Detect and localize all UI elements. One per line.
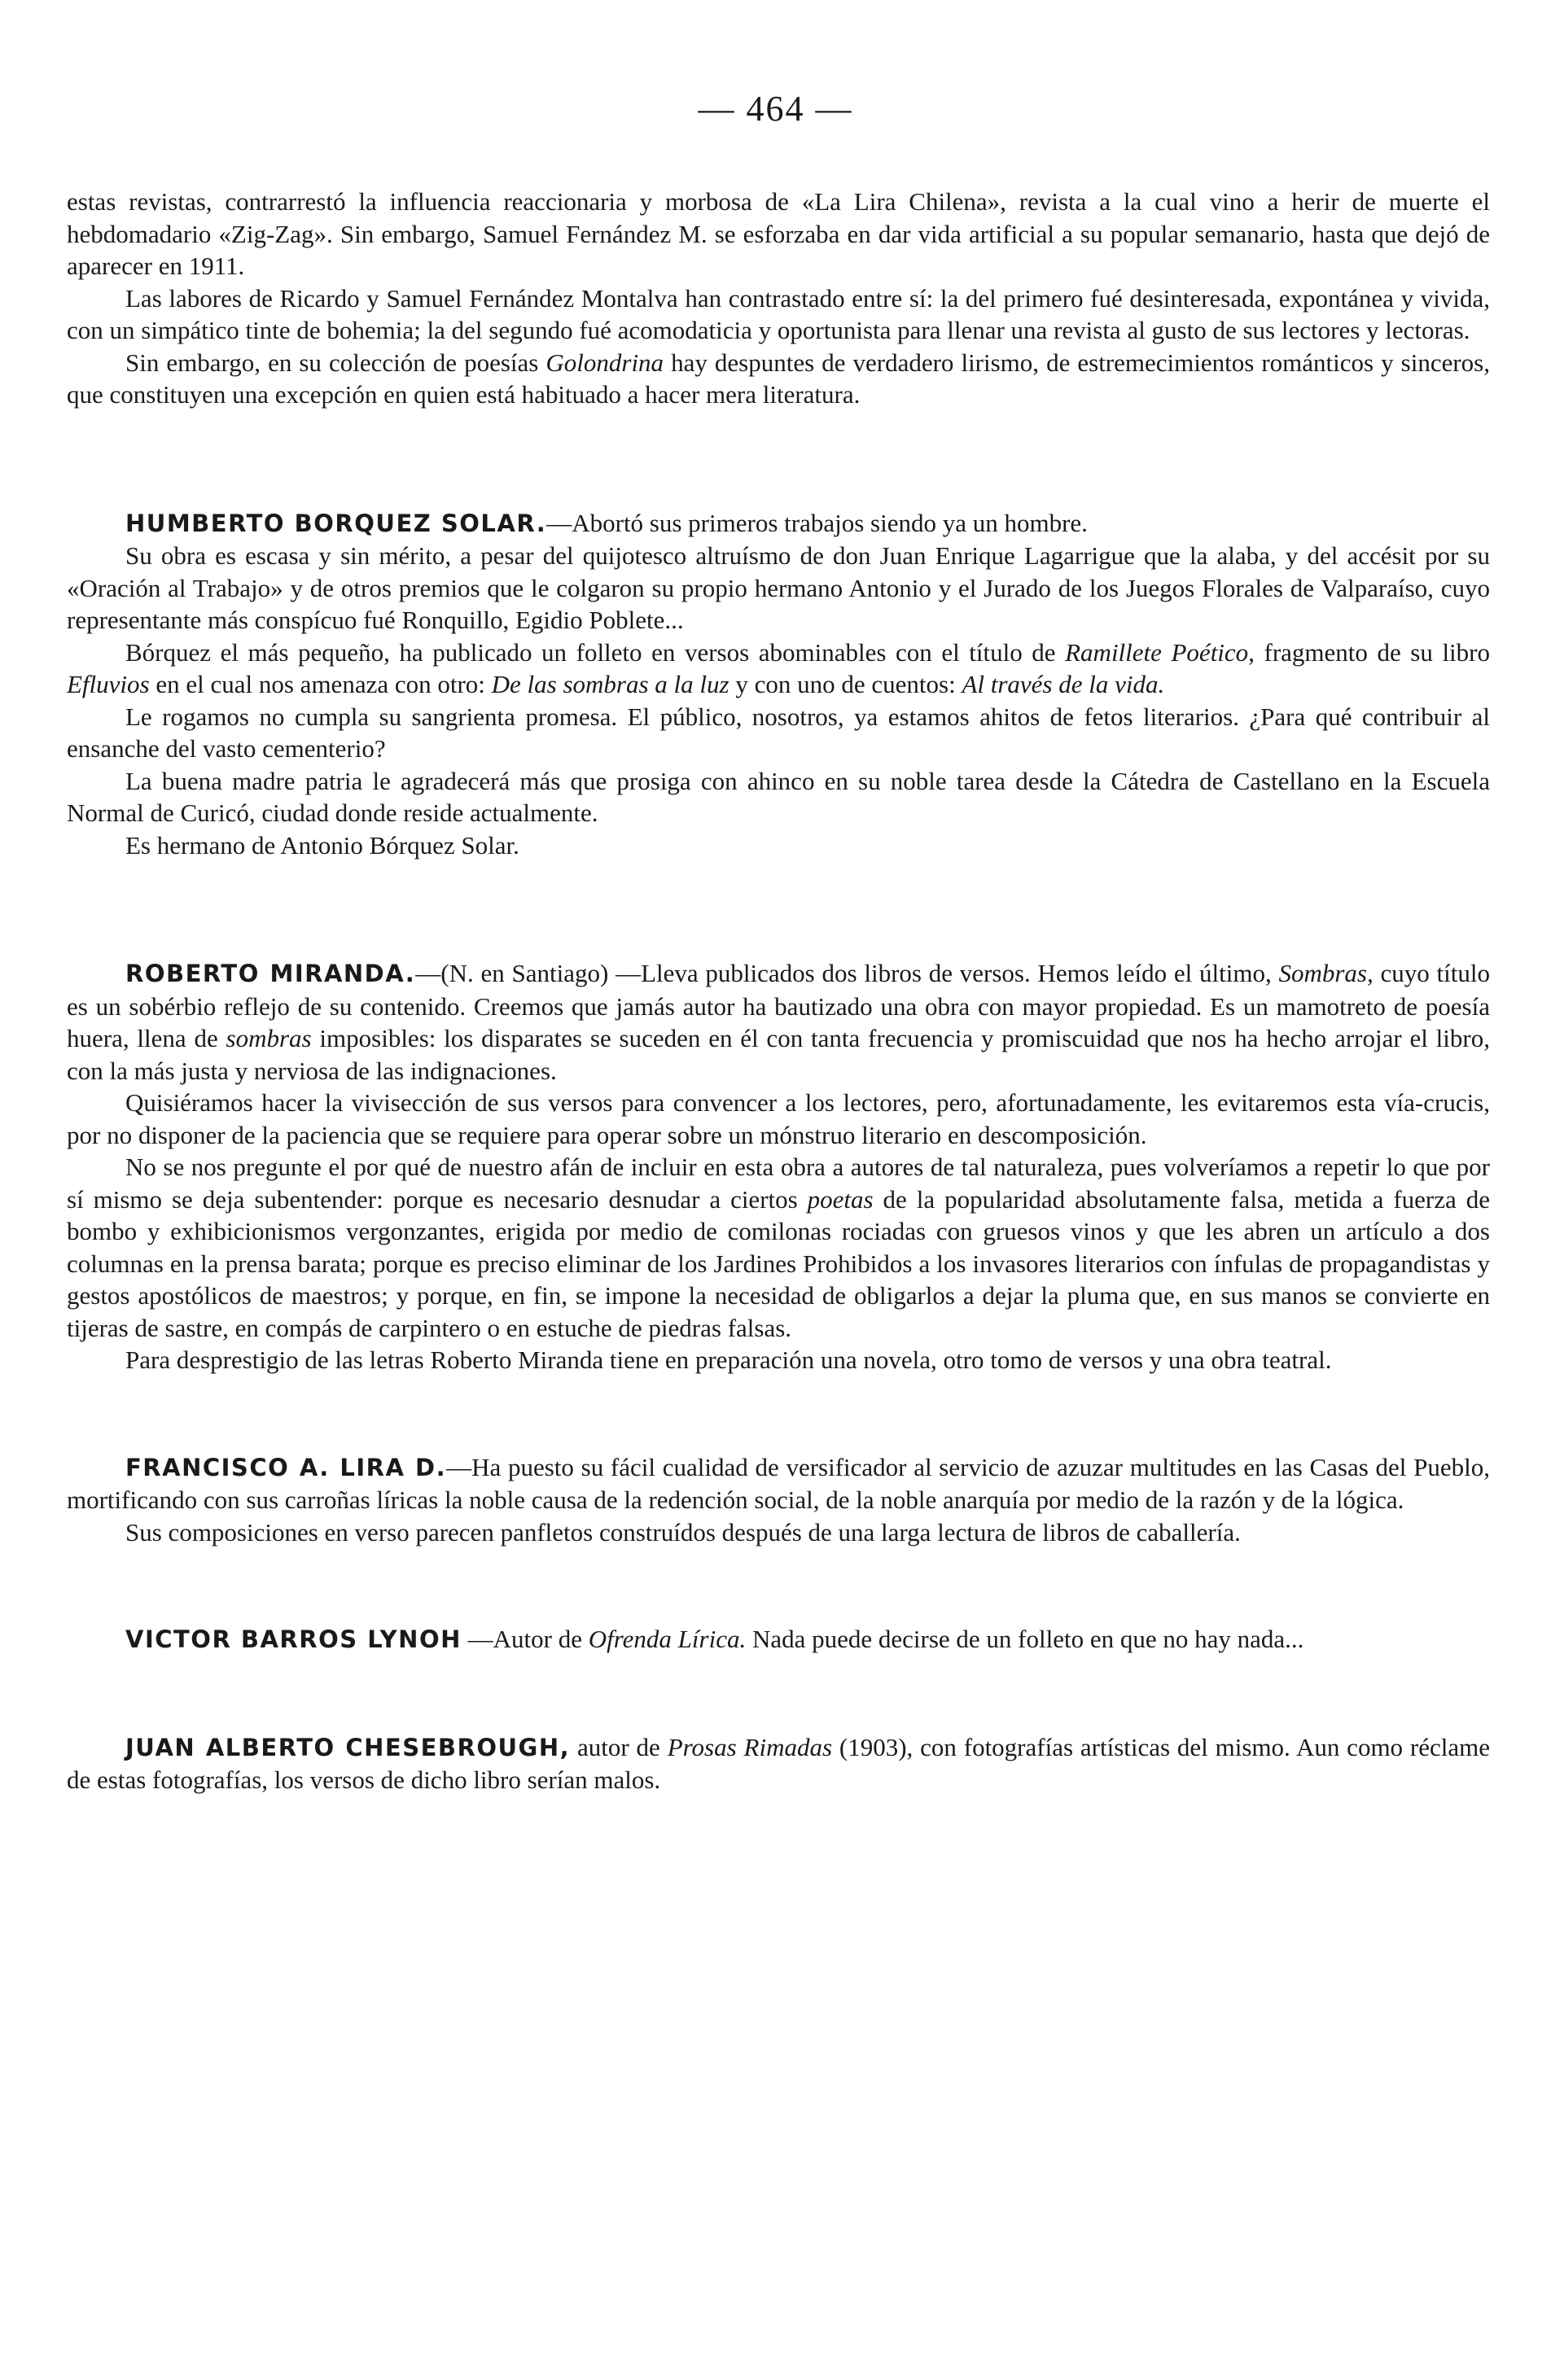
text-run: en el cual nos amenaza con otro: (149, 670, 492, 698)
entry-barros (67, 1623, 1490, 1656)
entry-lead-paragraph (67, 1451, 1490, 1516)
emphasis: poetas (807, 1184, 874, 1214)
text-run: —Ha puesto su fácil cualidad de versificador al servicio de azuzar multitudes en las Casas del Pueblo, mortificando con sus carroñas líricas la noble causa de la redención social, de la noble anarquía por medio de la razón y de la lógica. (67, 1452, 1491, 1514)
book-title: De las sombras a la luz (491, 670, 729, 698)
entry-paragraph (67, 1151, 1490, 1344)
entry-miranda (67, 957, 1490, 1376)
entry-paragraph: Su obra es escasa y sin mérito, a pesar del quijotesco altruísmo de don Juan Enrique Lagarrigue que la alaba, y del accésit por su «Oración al Trabajo» y de otros premios que le colgaron su propio hermano Antonio y el Jurado de los Juegos Florales de Valparaíso, cuyo representante más conspícuo fué Ronquillo, Egidio Poblete... (67, 541, 1490, 634)
text-run: (1903), con fotografías artísticas del mismo. Aun como réclame de estas fotografías, los versos de dicho libro serían malos. (67, 1732, 1490, 1794)
entry-paragraph: La buena madre patria le agradecerá más que prosiga con ahinco en su noble tarea desde la Cátedra de Castellano en la Escuela Normal de Curicó, ciudad donde reside actualmente. (67, 766, 1490, 827)
book-title: Golondrina (545, 348, 664, 377)
text-run: No se nos pregunte el por qué de nuestro afán de incluir en esta obra a autores de tal naturaleza, pues volveríamos a repetir lo que por sí mismo se deja subentender: porque es necesario desnudar a ciertos (67, 1153, 1490, 1214)
text-run: y con uno de cuentos: (729, 670, 962, 698)
book-title: Sombras, (1278, 959, 1374, 987)
author-name: HUMBERTO BORQUEZ SOLAR. (125, 509, 547, 537)
text-run: Sin embargo, en su colección de poesías (125, 348, 546, 377)
book-title: Prosas Rimadas (667, 1732, 833, 1761)
intro-section (67, 186, 1490, 411)
text-run: de la popularidad absolutamente falsa, metida a fuerza de bombo y exhibicionismos vergonzantes, erigida por medio de comilonas rociadas con gruesos vinos y que les abren un artículo a dos columnas en la prensa barata; porque es preciso eliminar de los Jardines Prohibidos a los invasores literarios con ínfulas de propagandistas y gestos apostólicos de maestros; y porque, en fin, se impone la necesidad de obligarlos a dejar la pluma que, en sus manos se convierte en tijeras de sastre, en compás de carpintero o en estuche de piedras falsas. (67, 1184, 1490, 1342)
entry-paragraph: Le rogamos no cumpla su sangrienta promesa. El público, nosotros, ya estamos ahitos de fetos literarios. ¿Para qué contribuir al ensanche del vasto cementerio? (67, 702, 1490, 763)
text-run: imposibles: los disparates se suceden en él con tanta frecuencia y promiscuidad que nos ha hecho arrojar el libro, con la más justa y nerviosa de las indignaciones. (67, 1024, 1490, 1085)
text-run: —(N. en Santiago) —Lleva publicados dos libros de versos. Hemos leído el último, (415, 959, 1279, 987)
entry-paragraph: Es hermano de Antonio Bórquez Solar. (125, 830, 519, 860)
author-name: ROBERTO MIRANDA. (125, 960, 416, 987)
book-title: Efluvios (67, 670, 150, 698)
entry-paragraph (67, 637, 1490, 701)
intro-paragraph-1: estas revistas, contrarrestó la influencia reaccionaria y morbosa de «La Lira Chilena», revista a la cual vino a herir de muerte el hebdomadario «Zig-Zag». Sin embargo, Samuel Fernández M. se esforzaba en dar vida artificial a su popular semanario, hasta que dejó de aparecer en 1911. (67, 187, 1490, 280)
intro-paragraph-2: Las labores de Ricardo y Samuel Fernández Montalva han contrastado entre sí: la del primero fué desinteresada, expontánea y vivida, con un simpático tinte de bohemia; la del segundo fué acomodaticia y oportunista para llenar una revista al gusto de sus lectores y lectoras. (67, 283, 1490, 344)
entry-lead-paragraph (67, 957, 1490, 1087)
book-title: Al través de la vida. (962, 670, 1165, 698)
book-title: Ramillete Poético, (1065, 637, 1255, 667)
entry-lira (67, 1451, 1490, 1549)
text-run: cuyo título es un sobérbio reflejo de su contenido. Creemos que jamás autor ha bautizado una obra con mayor propiedad. Es un mamotreto de poesía huera, llena de (67, 959, 1490, 1052)
emphasis: sombras (226, 1024, 312, 1052)
text-run: —Autor de (461, 1625, 589, 1653)
intro-paragraph-3 (67, 347, 1490, 411)
text-run: autor de (570, 1732, 668, 1761)
author-name: VICTOR BARROS LYNOH (125, 1625, 462, 1653)
entry-paragraph: Quisiéramos hacer la vivisección de sus versos para convencer a los lectores, pero, afortunadamente, les evitaremos esta vía-crucis, por no disponer de la paciencia que se requiere para operar sobre un mónstruo literario en descomposición. (67, 1088, 1490, 1149)
text-run: —Abortó sus primeros trabajos siendo ya un hombre. (546, 508, 1088, 537)
entry-borquez (67, 507, 1490, 862)
entry-lead-paragraph (67, 1623, 1490, 1656)
entry-lead-paragraph (67, 507, 1490, 540)
page-body (67, 186, 1490, 1796)
text-run: Nada puede decirse de un folleto en que no hay nada... (746, 1625, 1304, 1653)
author-name: JUAN ALBERTO CHESEBROUGH, (125, 1733, 571, 1761)
text-run: hay despuntes de verdadero lirismo, de estremecimientos románticos y sinceros, que constituyen una excepción en quien está habituado a hacer mera literatura. (67, 348, 1490, 409)
entry-paragraph: Para desprestigio de las letras Roberto Miranda tiene en preparación una novela, otro tomo de versos y una obra teatral. (125, 1345, 1332, 1374)
page-number: — 464 — (698, 89, 853, 129)
author-name: FRANCISCO A. LIRA D. (125, 1453, 447, 1481)
entry-paragraph: Sus composiciones en verso parecen panfletos construídos después de una larga lectura de libros de caballería. (125, 1517, 1241, 1547)
book-title: Ofrenda Lírica. (588, 1625, 747, 1653)
text-run: fragmento de su libro (1254, 637, 1490, 667)
text-run: Bórquez el más pequeño, ha publicado un folleto en versos abominables con el título de (125, 637, 1066, 667)
entry-chesebrough (67, 1731, 1490, 1796)
entry-lead-paragraph (67, 1731, 1490, 1796)
